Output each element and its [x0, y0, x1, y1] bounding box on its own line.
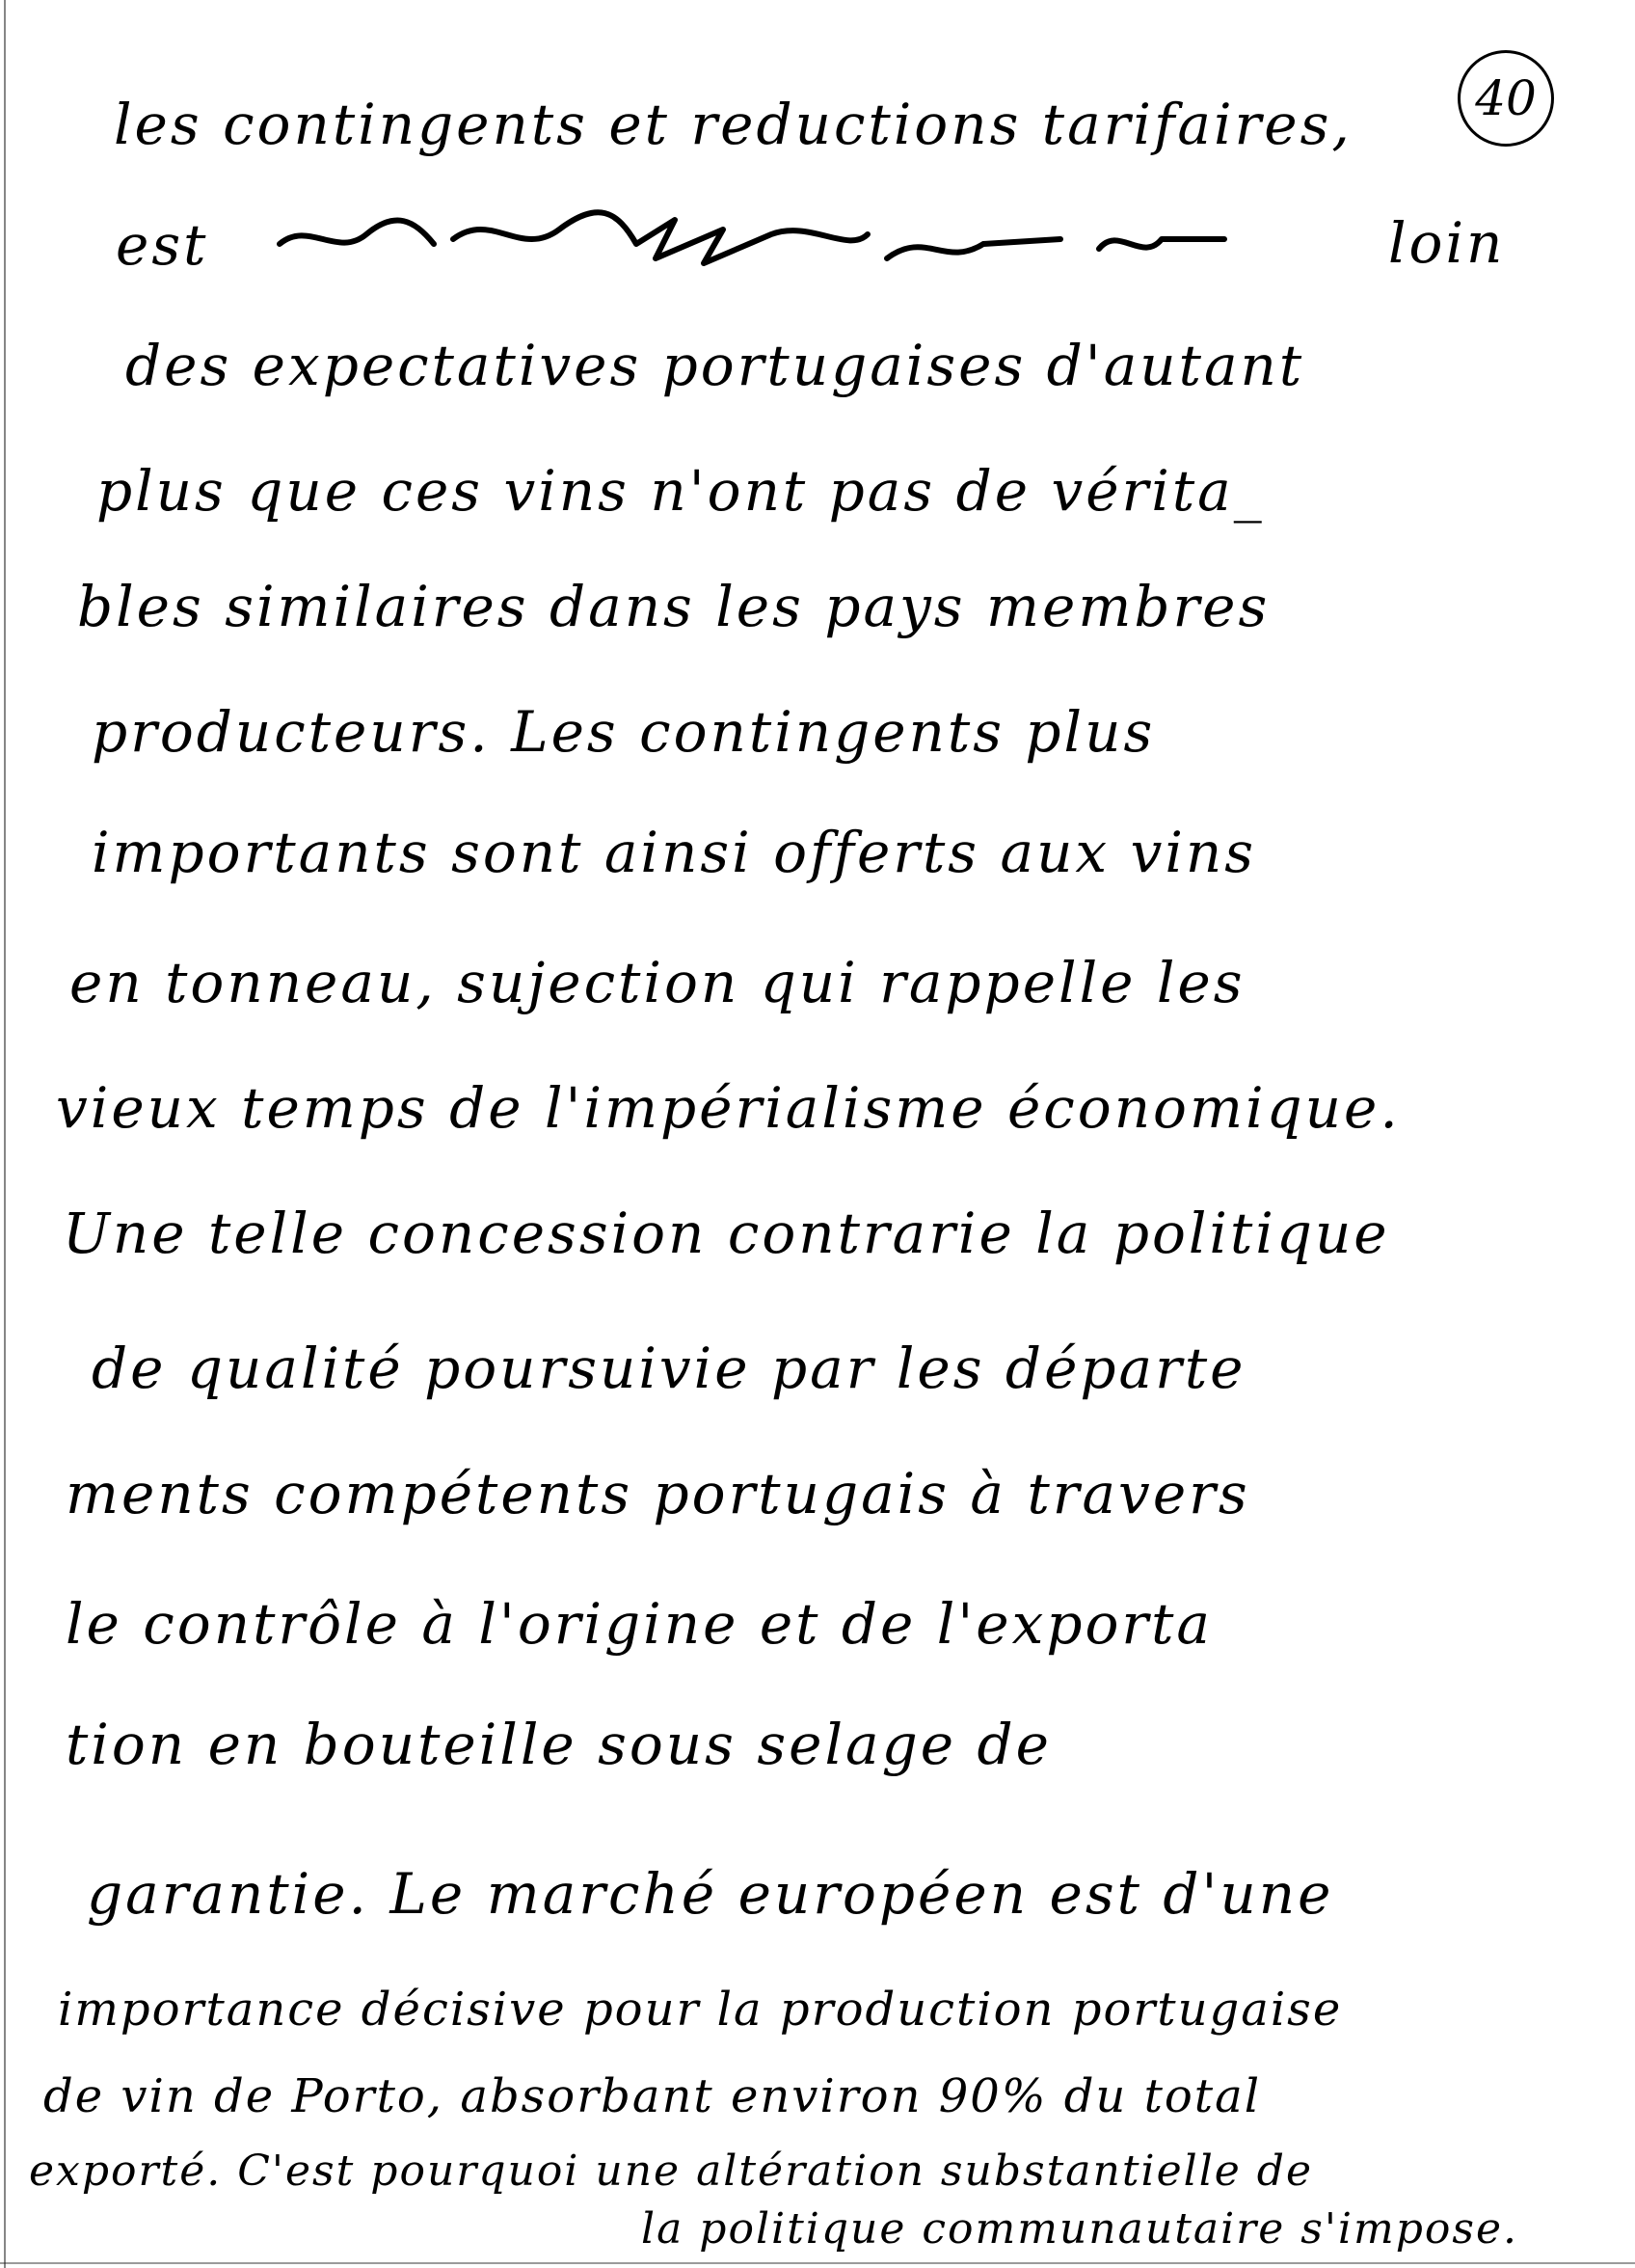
text-line-16: importance décisive pour la production portugaise [58, 1983, 1343, 2037]
text-line-13: le contrôle à l'origine et de l'exporta [66, 1591, 1213, 1657]
text-line-15: garantie. Le marché européen est d'une [87, 1861, 1334, 1927]
strikethrough-scribble [270, 191, 1321, 278]
text-line-9: vieux temps de l'impérialisme économique. [56, 1075, 1401, 1141]
text-line-3: des expectatives portugaises d'autant [125, 333, 1305, 398]
text-line-11: de qualité poursuivie par les départe [92, 1336, 1246, 1401]
text-line-6: producteurs. Les contingents plus [92, 699, 1156, 765]
text-line-2: est [116, 212, 209, 278]
text-line-7: importants sont ainsi offerts aux vins [92, 820, 1257, 885]
text-line-12: ments compétents portugais à travers [66, 1461, 1250, 1526]
text-line-5: bles similaires dans les pays membres [77, 574, 1271, 639]
text-line-14: tion en bouteille sous selage de [66, 1712, 1052, 1777]
text-line-17: de vin de Porto, absorbant environ 90% du total [43, 2069, 1262, 2123]
text-line-10: Une telle concession contrarie la politique [63, 1201, 1390, 1266]
text-line-18: exporté. C'est pourquoi une altération substantielle de [29, 2146, 1314, 2196]
page-number: 40 [1458, 50, 1554, 147]
text-line-19: la politique communautaire s'impose. [641, 2204, 1518, 2254]
text-line-2-word-loin: loin [1388, 210, 1506, 276]
text-line-4: plus que ces vins n'ont pas de vérita_ [96, 458, 1265, 524]
scan-edge-left [4, 0, 6, 2268]
scan-edge-bottom [0, 2262, 1635, 2264]
text-line-1: les contingents et reductions tarifaires, [114, 92, 1353, 157]
text-line-8: en tonneau, sujection qui rappelle les [69, 950, 1246, 1015]
